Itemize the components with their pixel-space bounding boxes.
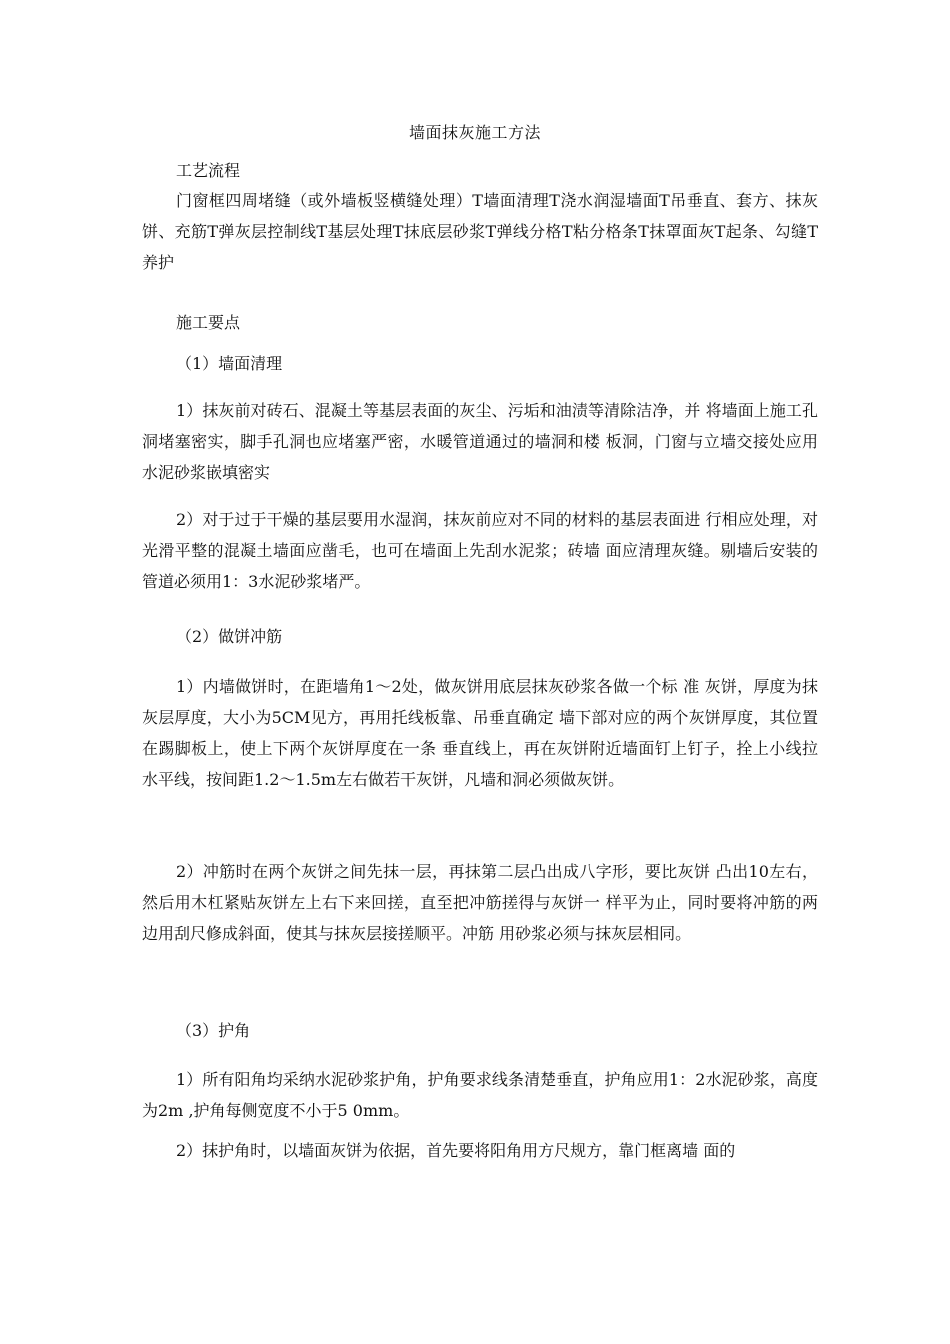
subsection-heading-pads-screeds: （2）做饼冲筋: [176, 627, 283, 646]
paragraph-wall-cleaning-2: 2）对于过于干燥的基层要用水湿润，抹灰前应对不同的材料的基层表面进 行相应处理，对光滑平整的混凝土墙面应凿毛，也可在墙面上先刮水泥浆；砖墙 面应清理灰缝。剔墙后安装的管道必须用1：3水泥砂浆堵严。: [142, 510, 818, 591]
section-heading-process: 工艺流程: [176, 161, 241, 180]
paragraph-pads-screeds-2: 2）冲筋时在两个灰饼之间先抹一层，再抹第二层凸出成八字形，要比灰饼 凸出10左右，然后用木杠紧贴灰饼左上右下来回搓，直至把冲筋搓得与灰饼一 样平为止，同时要将冲筋的两边用刮尺修成斜面，使其与抹灰层接搓顺平。冲筋 用砂浆必须与抹灰层相同。: [142, 862, 818, 943]
document-title: 墙面抹灰施工方法: [408, 123, 541, 142]
paragraph-pads-screeds-1: 1）内墙做饼时，在距墙角1〜2处，做灰饼用底层抹灰砂浆各做一个标 准 灰饼，厚度为抹灰层厚度，大小为5CM见方，再用托线板靠、吊垂直确定 墙下部对应的两个灰饼厚度，其位置在踢脚板上，使上下两个灰饼厚度在一条 垂直线上，再在灰饼附近墙面钉上钉子，拴上小线拉水平线，按间距1.2〜1.5m左右做若干灰饼，凡墙和洞必须做灰饼。: [142, 677, 818, 789]
section-heading-points: 施工要点: [176, 313, 241, 332]
paragraph-corner-protection-1: 1）所有阳角均采纳水泥砂浆护角，护角要求线条清楚垂直，护角应用1：2水泥砂浆，高度为2m ,护角每侧宽度不小于5 0mm。: [142, 1070, 818, 1120]
subsection-heading-corner-protection: （3）护角: [176, 1021, 251, 1040]
subsection-heading-wall-cleaning: （1）墙面清理: [176, 354, 283, 373]
paragraph-wall-cleaning-1: 1）抹灰前对砖石、混凝土等基层表面的灰尘、污垢和油渍等清除洁净，并 将墙面上施工孔洞堵塞密实，脚手孔洞也应堵塞严密，水暖管道通过的墙洞和楼 板洞，门窗与立墙交接处应用水泥砂浆嵌填密实: [142, 401, 818, 482]
process-paragraph: 门窗框四周堵缝（或外墙板竖横缝处理）T墙面清理T浇水润湿墙面T吊垂直、套方、抹灰饼、充筋T弹灰层控制线T基层处理T抹底层砂浆T弹线分格T粘分格条T抹罩面灰T起条、勾缝T养护: [142, 191, 818, 272]
paragraph-corner-protection-2: 2）抹护角时，以墙面灰饼为依据，首先要将阳角用方尺规方，靠门框离墙 面的: [176, 1141, 736, 1160]
